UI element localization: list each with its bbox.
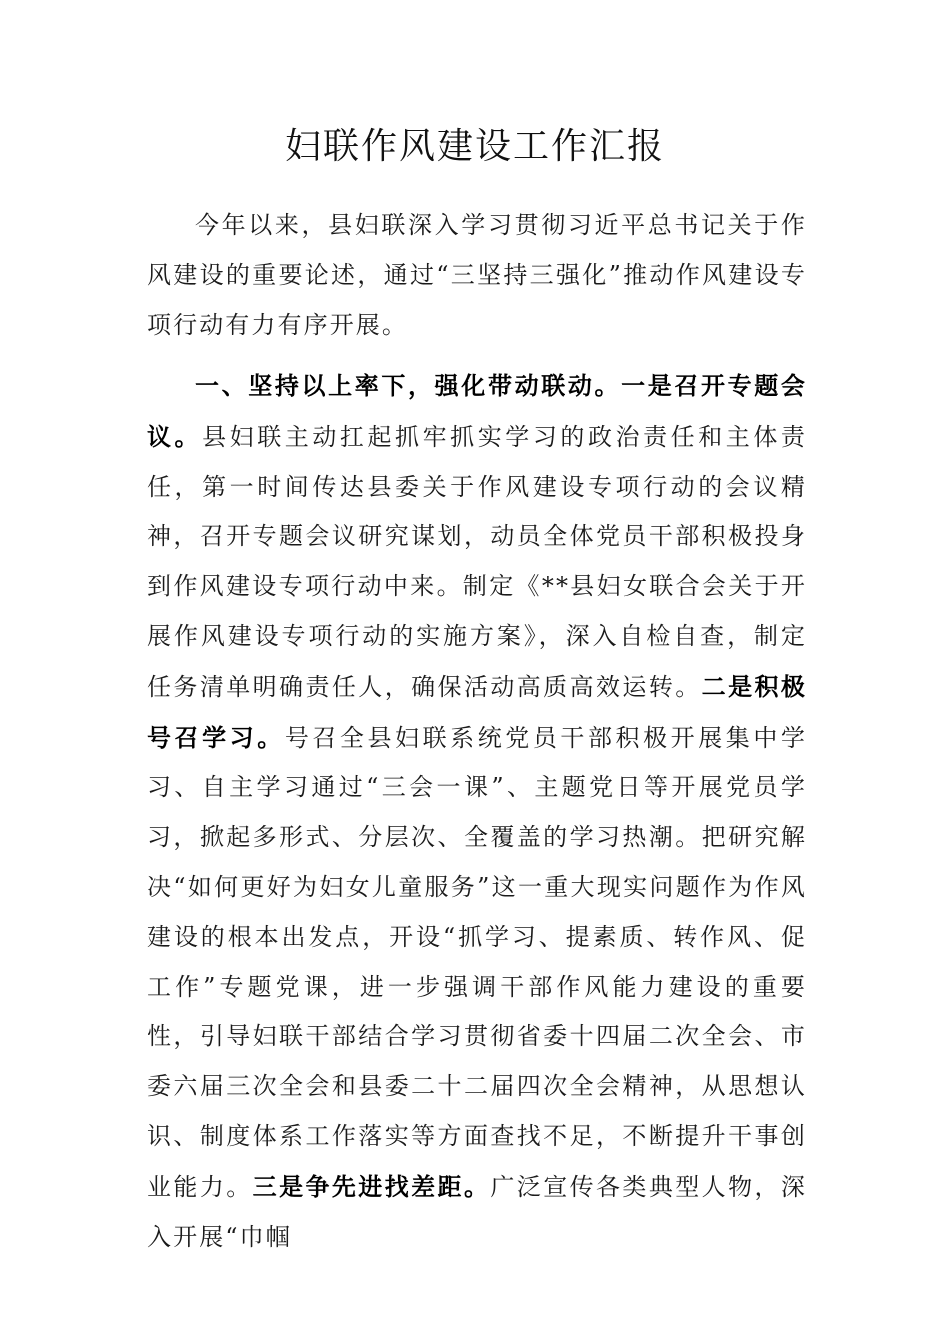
section-1-heading: 一、坚持以上率下，强化带动联动。 <box>195 371 622 400</box>
point-1-text: 县妇联主动扛起抓牢抓实学习的政治责任和主体责任，第一时间传达县委关于作风建设专项行动的会议精神，召开专题会议研究谋划，动员全体党员干部积极投身到作风建设专项行动中来。制定《**县妇女联合会关于开展作风建设专项行动的实施方案》，深入自检自查，制定任务清单明确责任人，确保活动高质高效运转。 <box>147 422 807 701</box>
intro-text: 今年以来，县妇联深入学习贯彻习近平总书记关于作风建设的重要论述，通过“三坚持三强化”推动作风建设专项行动有力有序开展。 <box>147 211 807 339</box>
point-3-text: 广泛宣传各类典型人物，深入开展“巾帼 <box>147 1172 808 1251</box>
point-1-label: 一是召开专题会议。 <box>147 371 807 451</box>
document-title: 妇联作风建设工作汇报 <box>284 126 665 167</box>
point-3-label: 三是争先进找差距。 <box>252 1171 491 1201</box>
point-2-text: 号召全县妇联系统党员干部积极开展集中学习、自主学习通过“三会一课”、主题党日等开展党员学习，掀起多形式、分层次、全覆盖的学习热潮。把研究解决“如何更好为妇女儿童服务”这一重大现实问题作为作风建设的根本出发点，开设“抓学习、提素质、转作风、促工作”专题党课，进一步强调干部作风能力建设的重要性，引导妇联干部结合学习贯彻省委十四届二次全会、市委六届三次全会和县委二十二届四次全会精神，从思想认识、制度体系工作落实等方面查找不足，不断提升干事创业能力。 <box>147 723 808 1201</box>
point-2-label: 二是积极号召学习。 <box>147 671 807 752</box>
intro-paragraph <box>147 201 807 350</box>
section-1-paragraph <box>147 361 807 1262</box>
